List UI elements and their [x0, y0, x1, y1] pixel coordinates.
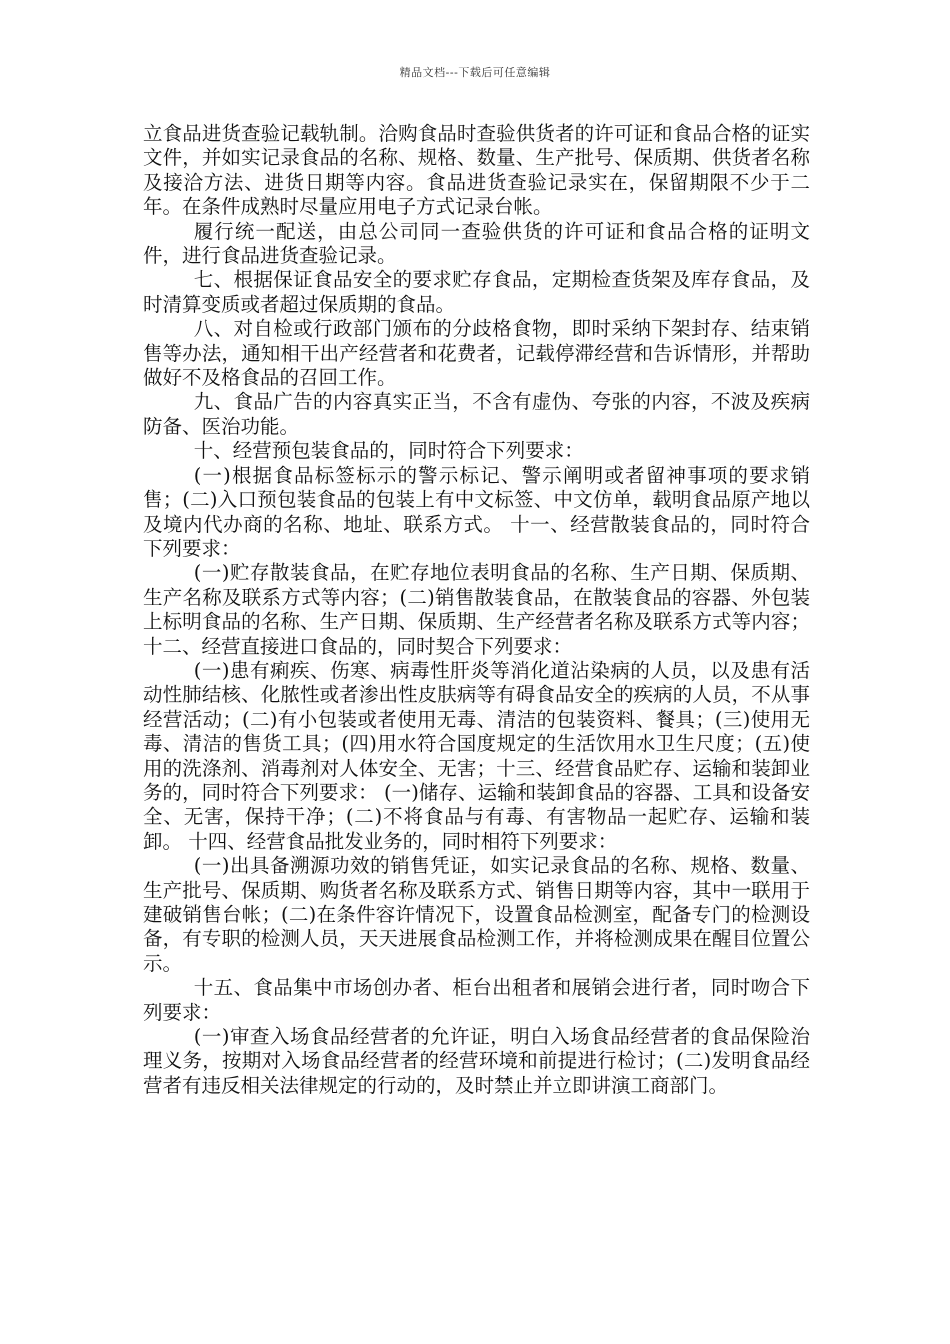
- document-body: [143, 122, 810, 1098]
- paragraph: (一)审查入场食品经营者的允许证，明白入场食品经营者的食品保险治理义务，按期对入场食品经营者的经营环境和前提进行检讨；(二)发明食品经营者有违反相关法律规定的行动的，及时禁止并立即讲演工商部门。: [143, 1025, 810, 1097]
- paragraph: 八、对自检或行政部门颁布的分歧格食物，即时采纳下架封存、结束销售等办法，通知相干出产经营者和花费者，记载停滞经营和告诉情形，并帮助做好不及格食品的召回工作。: [143, 317, 810, 390]
- paragraph: (一)贮存散装食品，在贮存地位表明食品的名称、生产日期、保质期、生产名称及联系方式等内容；(二)销售散装食品，在散装食品的容器、外包装上标明食品的名称、生产日期、保质期、生产经营者名称及联系方式等内容；十二、经营直接进口食品的，同时契合下列要求：: [143, 561, 810, 658]
- paragraph: 九、食品广告的内容真实正当，不含有虚伪、夸张的内容，不波及疾病防备、医治功能。: [143, 390, 810, 438]
- paragraph: (一)根据食品标签标示的警示标记、警示阐明或者留神事项的要求销售；(二)入口预包装食品的包装上有中文标签、中文仿单，载明食品原产地以及境内代办商的名称、地址、联系方式。 十一、经营散装食品的，同时符合下列要求：: [143, 463, 810, 560]
- paragraph: 七、根据保证食品安全的要求贮存食品，定期检查货架及库存食品，及时清算变质或者超过保质期的食品。: [143, 268, 810, 316]
- paragraph: 立食品进货查验记载轨制。洽购食品时查验供货者的许可证和食品合格的证实文件，并如实记录食品的名称、规格、数量、生产批号、保质期、供货者名称及接洽方法、进货日期等内容。食品进货查验记录实在，保留期限不少于二年。在条件成熟时尽量应用电子方式记录台帐。: [143, 122, 810, 219]
- paragraph: 履行统一配送，由总公司同一查验供货的许可证和食品合格的证明文件，进行食品进货查验记录。: [143, 219, 810, 268]
- paragraph: 十五、食品集中市场创办者、柜台出租者和展销会进行者，同时吻合下列要求：: [143, 976, 810, 1024]
- paragraph: (一)出具备溯源功效的销售凭证，如实记录食品的名称、规格、数量、生产批号、保质期、购货者名称及联系方式、销售日期等内容，其中一联用于建破销售台帐；(二)在条件容许情况下，设置食品检测室，配备专门的检测设备，有专职的检测人员，天天进展食品检测工作，并将检测成果在醒目位置公示。: [143, 854, 810, 975]
- paragraph: (一)患有痢疾、伤寒、病毒性肝炎等消化道沾染病的人员，以及患有活动性肺结核、化脓性或者渗出性皮肤病等有碍食品安全的疾病的人员，不从事经营活动；(二)有小包装或者使用无毒、清洁的包装资料、餐具；(三)使用无毒、清洁的售货工具；(四)用水符合国度规定的生活饮用水卫生尺度；(五)使用的洗涤剂、消毒剂对人体安全、无害；十三、经营食品贮存、运输和装卸业务的，同时符合下列要求： (一)储存、运输和装卸食品的容器、工具和设备安全、无害，保持干净；(二)不将食品与有毒、有害物品一起贮存、运输和装卸。 十四、经营食品批发业务的，同时相符下列要求：: [143, 658, 810, 853]
- page-header: 精品文档---下载后可任意编辑: [399, 66, 551, 79]
- paragraph: 十、经营预包装食品的，同时符合下列要求：: [193, 439, 584, 463]
